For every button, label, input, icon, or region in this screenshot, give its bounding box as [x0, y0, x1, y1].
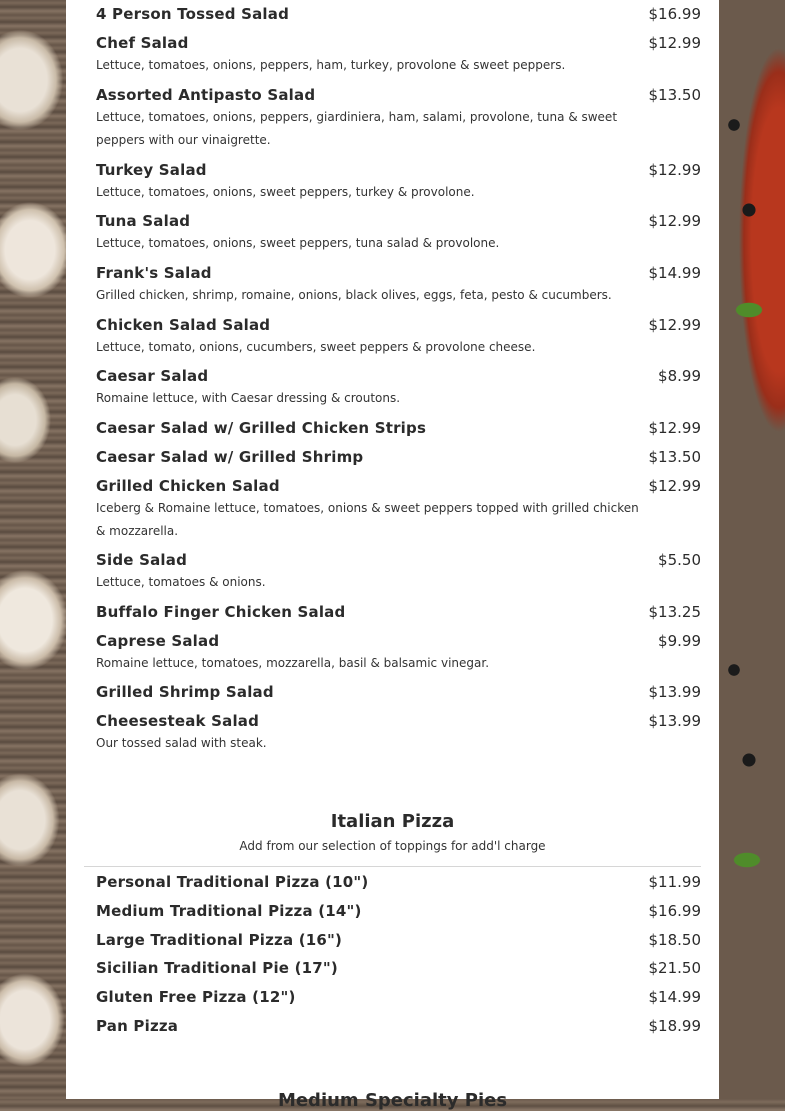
item-description: Romaine lettuce, with Caesar dressing & croutons. — [96, 391, 401, 405]
item-name: Tuna Salad — [96, 212, 191, 230]
item-name: Gluten Free Pizza (12") — [96, 988, 296, 1006]
menu-item[interactable] — [96, 712, 701, 755]
item-name: Medium Traditional Pizza (14") — [96, 902, 362, 920]
menu-item[interactable] — [96, 683, 701, 701]
item-price: $14.99 — [648, 988, 701, 1006]
item-name: Side Salad — [96, 551, 188, 569]
menu-item[interactable] — [96, 902, 701, 920]
menu-item[interactable] — [96, 212, 701, 255]
item-description: Grilled chicken, shrimp, romaine, onions, black olives, eggs, feta, pesto & cucumbers. — [96, 288, 612, 302]
menu-item[interactable] — [96, 1017, 701, 1035]
item-description: Lettuce, tomatoes, onions, sweet peppers, tuna salad & provolone. — [96, 236, 500, 250]
item-price: $5.50 — [658, 551, 701, 569]
item-price: $12.99 — [648, 34, 701, 52]
item-price: $13.50 — [648, 86, 701, 104]
item-description: Lettuce, tomatoes, onions, peppers, giardiniera, ham, salami, provolone, tuna & sweet peppers with our vinaigrette. — [96, 110, 618, 147]
item-name: Personal Traditional Pizza (10") — [96, 873, 369, 891]
item-name: Cheesesteak Salad — [96, 712, 260, 730]
item-price: $21.50 — [648, 959, 701, 977]
menu-item[interactable] — [96, 873, 701, 891]
item-price: $13.99 — [648, 712, 701, 730]
item-description: Iceberg & Romaine lettuce, tomatoes, onions & sweet peppers topped with grilled chicken & mozzarella. — [96, 501, 639, 538]
item-name: Assorted Antipasto Salad — [96, 86, 316, 104]
menu-item[interactable] — [96, 448, 701, 466]
item-price: $13.50 — [648, 448, 701, 466]
menu-item[interactable] — [96, 551, 701, 594]
item-price: $13.25 — [648, 603, 701, 621]
background-right-pizza — [719, 0, 785, 1099]
item-description: Lettuce, tomatoes, onions, peppers, ham, turkey, provolone & sweet peppers. — [96, 58, 566, 72]
item-name: Caesar Salad w/ Grilled Shrimp — [96, 448, 364, 466]
item-description: Lettuce, tomatoes, onions, sweet peppers, turkey & provolone. — [96, 185, 475, 199]
item-price: $12.99 — [648, 316, 701, 334]
menu-item[interactable] — [96, 959, 701, 977]
menu-item[interactable] — [96, 264, 701, 307]
item-name: Frank's Salad — [96, 264, 212, 282]
menu-item[interactable] — [96, 477, 701, 543]
item-price: $16.99 — [648, 5, 701, 23]
section-title-italian-pizza: Italian Pizza — [330, 811, 455, 832]
item-name: Grilled Chicken Salad — [96, 477, 280, 495]
item-price: $11.99 — [648, 873, 701, 891]
item-price: $12.99 — [648, 419, 701, 437]
menu-item[interactable] — [96, 419, 701, 437]
item-description: Our tossed salad with steak. — [96, 736, 267, 750]
item-price: $12.99 — [648, 161, 701, 179]
background-left-mushroom-wood — [0, 0, 66, 1099]
item-price: $12.99 — [648, 477, 701, 495]
item-name: Buffalo Finger Chicken Salad — [96, 603, 346, 621]
menu-item[interactable] — [96, 931, 701, 949]
section-subtitle: Add from our selection of toppings for add'l charge — [239, 839, 546, 853]
item-name: Chef Salad — [96, 34, 189, 52]
section-title-next: Medium Specialty Pies — [277, 1090, 508, 1111]
item-description: Lettuce, tomatoes & onions. — [96, 575, 266, 589]
item-name: Grilled Shrimp Salad — [96, 683, 274, 701]
item-description: Romaine lettuce, tomatoes, mozzarella, basil & balsamic vinegar. — [96, 656, 490, 670]
item-name: Pan Pizza — [96, 1017, 179, 1035]
menu-item[interactable] — [96, 632, 701, 675]
section-divider — [84, 866, 701, 867]
item-name: 4 Person Tossed Salad — [96, 5, 290, 23]
menu-item[interactable] — [96, 603, 701, 621]
item-price: $9.99 — [658, 632, 701, 650]
item-price: $14.99 — [648, 264, 701, 282]
menu-item[interactable] — [96, 161, 701, 204]
menu-item[interactable] — [96, 34, 701, 77]
item-description: Lettuce, tomato, onions, cucumbers, sweet peppers & provolone cheese. — [96, 340, 536, 354]
item-price: $18.50 — [648, 931, 701, 949]
menu-item[interactable] — [96, 86, 701, 152]
item-name: Caesar Salad w/ Grilled Chicken Strips — [96, 419, 427, 437]
item-name: Turkey Salad — [96, 161, 207, 179]
menu-item[interactable] — [96, 5, 701, 23]
item-name: Caesar Salad — [96, 367, 209, 385]
item-price: $12.99 — [648, 212, 701, 230]
item-name: Caprese Salad — [96, 632, 220, 650]
item-name: Sicilian Traditional Pie (17") — [96, 959, 338, 977]
menu-item[interactable] — [96, 988, 701, 1006]
item-price: $18.99 — [648, 1017, 701, 1035]
menu-item[interactable] — [96, 316, 701, 359]
menu-item[interactable] — [96, 367, 701, 410]
item-price: $13.99 — [648, 683, 701, 701]
item-name: Large Traditional Pizza (16") — [96, 931, 343, 949]
item-name: Chicken Salad Salad — [96, 316, 271, 334]
item-price: $8.99 — [658, 367, 701, 385]
item-price: $16.99 — [648, 902, 701, 920]
